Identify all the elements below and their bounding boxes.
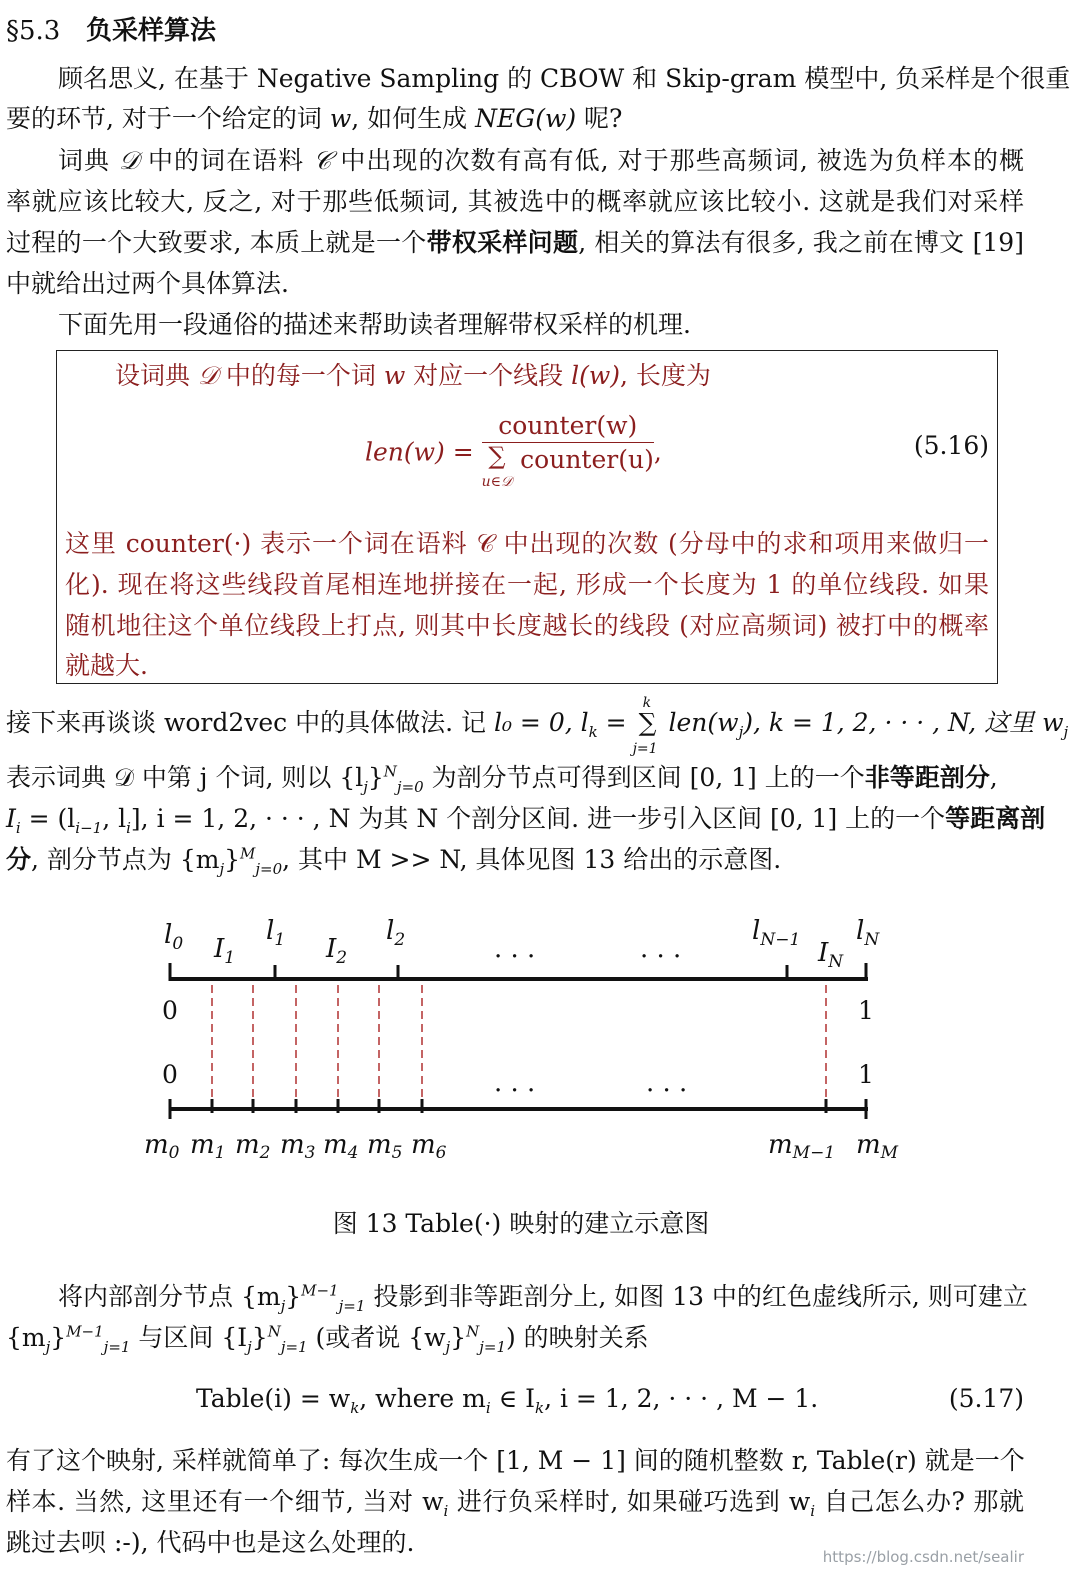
label-m5: m5: [367, 1130, 403, 1163]
eq-lhs: len(w) =: [365, 437, 474, 467]
lower-dots-2: · · ·: [646, 1076, 688, 1106]
para5-line1: 将内部剖分节点 $\{m_j\}^{M-1}_{j=1}$ 投影到非等距剖分上, 如图 13 中的红色虚线所示, 则可建立: [58, 1281, 1028, 1315]
lower-zero: 0: [162, 1060, 178, 1089]
para4-line4: 分, 剖分节点为 $\{m_j\}^M_{j=0}$, 其中 M >> N, 具体见图 13 给出的示意图.: [6, 844, 782, 878]
figure-caption: 图 13 Table(·) 映射的建立示意图: [332, 1209, 710, 1238]
eq-number-5-17: (5.17): [948, 1384, 1024, 1413]
section-number: §5.3: [6, 16, 61, 46]
label-mM: mM: [856, 1130, 899, 1163]
box-line3: 随机地往这个单位线段上打点, 则其中长度越长的线段 (对应高频词) 被打中的概率: [65, 611, 989, 640]
para5-line2: $\{m_j\}^{M-1}_{j=1}$ 与区间 $\{I_j\}^N_{j=1}$ (或者说 $\{w_j\}^N_{j=1}$) 的映射关系: [6, 1322, 649, 1356]
para6-line2: 样本. 当然, 这里还有一个细节, 当对 $w_i$ 进行负采样时, 如果碰巧选到 $w_i$ 自己怎么办? 那就: [6, 1487, 1024, 1520]
para2-line2: 率就应该比较大, 反之, 对于那些低频词, 其被选中的概率就应该比较小. 这就是我们对采样: [6, 187, 1024, 216]
para3-line1: 下面先用一段通俗的描述来帮助读者理解带权采样的机理.: [58, 310, 691, 339]
eq-numerator: counter(w): [482, 411, 654, 443]
label-lN: $l_N$: [856, 916, 880, 950]
box-line1: 这里 counter(·) 表示一个词在语料 𝒞 中出现的次数 (分母中的求和项用来做归一: [65, 529, 989, 558]
lower-one: 1: [858, 1060, 874, 1089]
box-line4: 就越大.: [65, 651, 148, 680]
equation-5-16: len(w) = counter(w) ∑ u∈𝒟 counter(u) ,: [365, 411, 662, 493]
definition-box: [56, 350, 998, 684]
label-I2: $I_2$: [326, 934, 348, 968]
box-line2: 化). 现在将这些线段首尾相连地拼接在一起, 形成一个长度为 1 的单位线段. 如果: [65, 570, 989, 599]
upper-dots-2: · · ·: [640, 942, 682, 972]
para6-line1: 有了这个映射, 采样就简单了: 每次生成一个 [1, M − 1] 间的随机整数 r, Table(r) 就是一个: [6, 1446, 1025, 1475]
para6-line3: 跳过去呗 :-), 代码中也是这么处理的.: [6, 1528, 415, 1557]
upper-one: 1: [858, 996, 874, 1025]
box-intro: 设词典 𝒟 中的每一个词 w 对应一个线段 l(w), 长度为: [115, 361, 711, 390]
para2-line4: 中就给出过两个具体算法.: [6, 269, 289, 298]
para2-line1: 词典 𝒟 中的词在语料 𝒞 中出现的次数有高有低, 对于那些高频词, 被选为负样本的概: [58, 146, 1024, 175]
label-I1: $I_1$: [214, 934, 236, 968]
label-l0: $l_0$: [164, 920, 184, 954]
figure-13: [0, 905, 1042, 1195]
para4-line2: 表示词典 𝒟 中第 j 个词, 则以 $\{l_j\}^N_{j=0}$ 为剖分节点可得到区间 [0, 1] 上的一个非等距剖分,: [6, 762, 998, 796]
label-lNm1: $l_{N-1}$: [752, 916, 801, 950]
equation-5-17: Table(i) = $w_k$, where $m_i$ ∈ $I_k$, i = 1, 2, · · · , M − 1.: [196, 1384, 819, 1417]
label-m1: m1: [190, 1130, 226, 1163]
watermark-url: https://blog.csdn.net/sealir: [822, 1548, 1024, 1566]
lower-dots-1: · · ·: [494, 1076, 536, 1106]
label-m2: m2: [235, 1130, 271, 1163]
label-l2: $l_2$: [386, 916, 406, 950]
eq-denominator: ∑ u∈𝒟 counter(u): [481, 442, 654, 490]
para4-line1: 接下来再谈谈 word2vec 中的具体做法. 记 l₀ = 0, $l_k$ = k ∑ j=1 $len(w_j)$, k = 1, 2, · · · , N, 这里 $w_j$: [6, 695, 1069, 757]
section-heading: [6, 10, 216, 47]
section-title: 负采样算法: [86, 16, 217, 46]
label-l1: $l_1$: [266, 916, 286, 950]
upper-dots-1: · · ·: [494, 942, 536, 972]
eq-fraction: [482, 411, 654, 493]
upper-zero: 0: [162, 996, 178, 1025]
para1-line1: 顾名思义, 在基于 Negative Sampling 的 CBOW 和 Skip-gram 模型中, 负采样是个很重: [58, 64, 1070, 93]
para4-line3: $I_i = (l_{i-1}$, $l_i$], i = 1, 2, · · · , N 为其 N 个剖分区间. 进一步引入区间 [0, 1] 上的一个等距离剖: [6, 804, 1046, 837]
para2-line3: 过程的一个大致要求, 本质上就是一个带权采样问题, 相关的算法有很多, 我之前在博文 [19]: [6, 228, 1024, 257]
label-m3: m3: [280, 1130, 316, 1163]
para1-line2: 要的环节, 对于一个给定的词 w, 如何生成 NEG(w) 呢?: [6, 104, 623, 133]
label-IN: $I_N$: [818, 938, 844, 972]
label-m4: m4: [323, 1130, 359, 1163]
label-m6: m6: [411, 1130, 447, 1163]
label-m0: m0: [144, 1130, 180, 1163]
eq-number-5-16: (5.16): [913, 431, 989, 460]
label-mMm1: mM−1: [768, 1130, 836, 1163]
